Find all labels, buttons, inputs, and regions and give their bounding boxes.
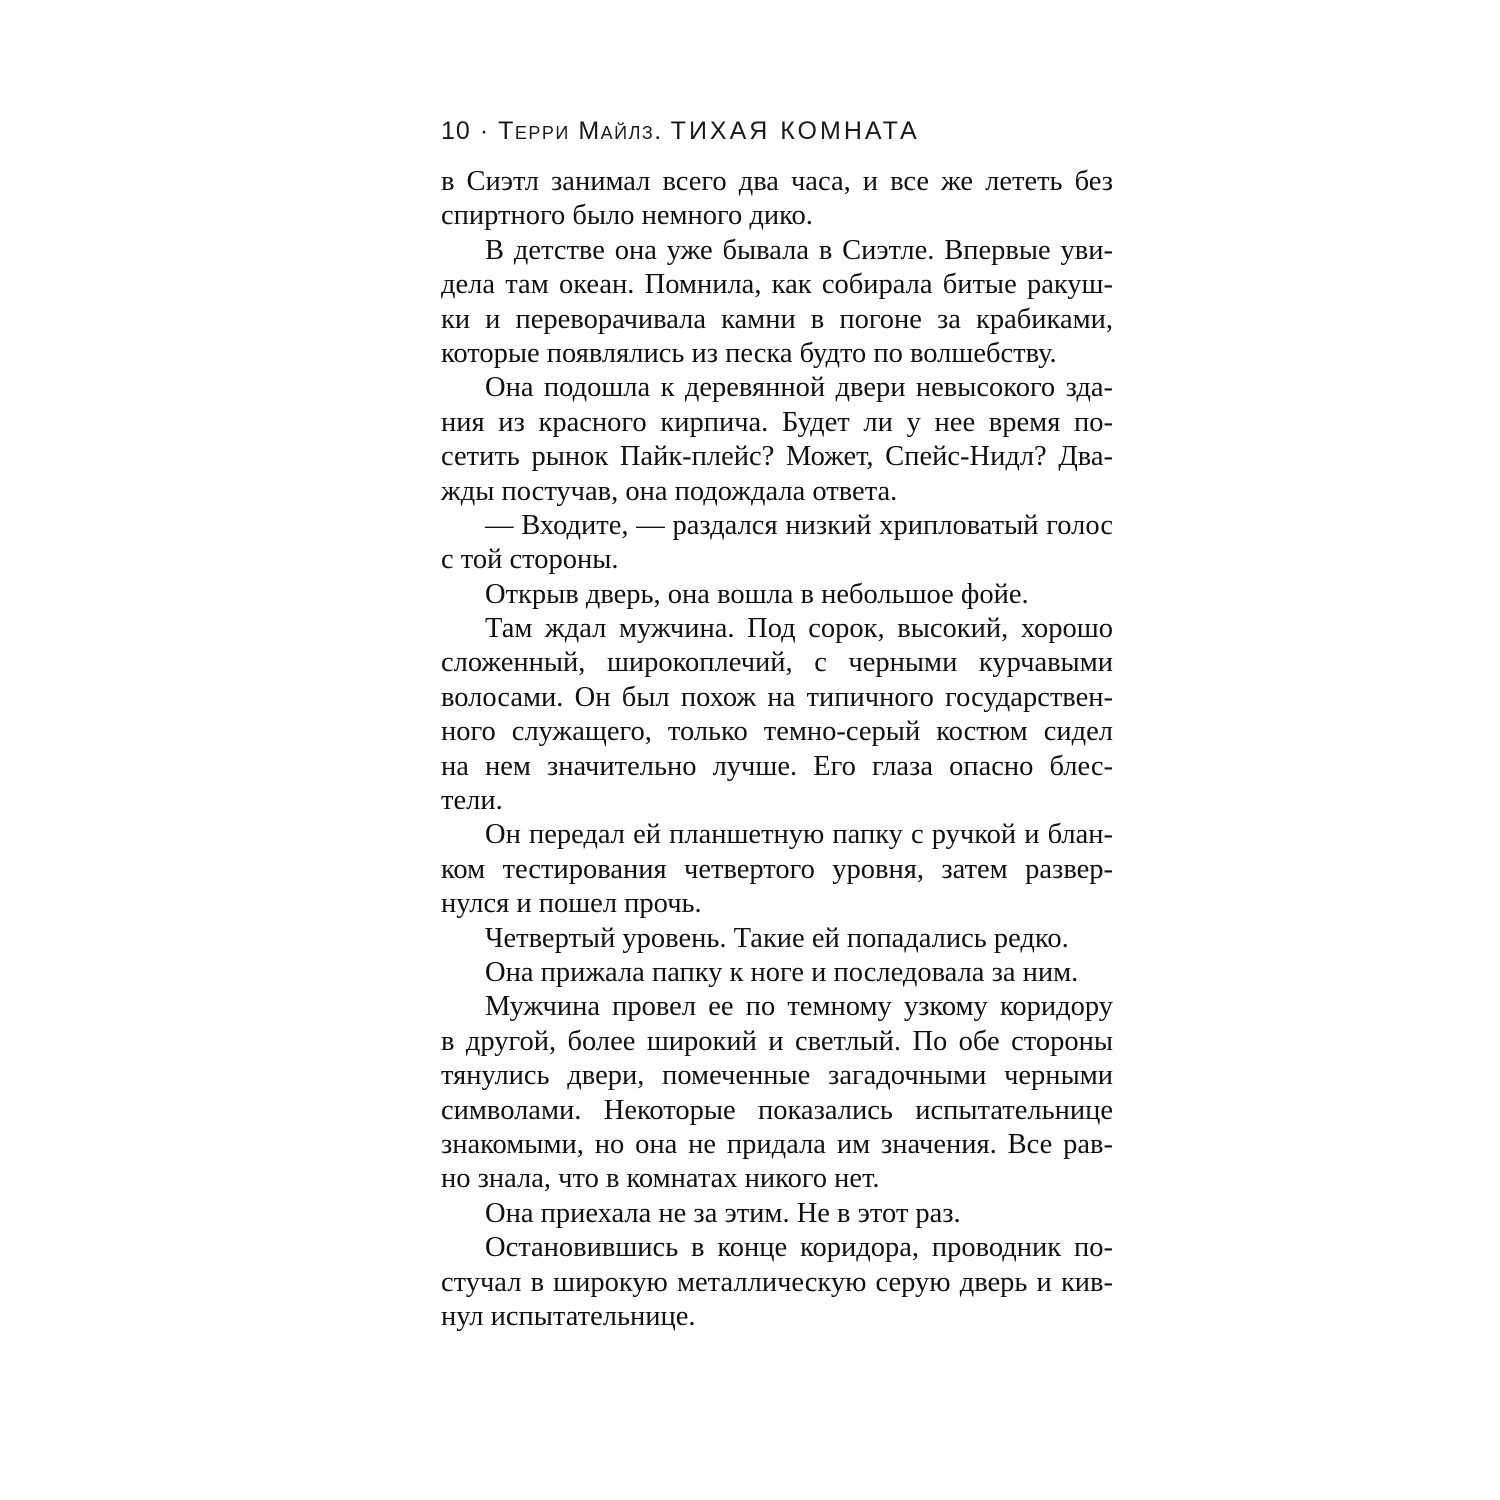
running-head: [441, 116, 920, 146]
body-text: [441, 165, 1113, 1334]
text-line: знакомыми, но она не придала им значения. Все рав-: [441, 1128, 1113, 1160]
text-line: Она подошла к деревянной двери невысокого зда-: [485, 372, 1113, 404]
book-title: ТИХАЯ КОМНАТА: [670, 117, 920, 145]
text-line: ния из красного кирпича. Будет ли у нее время по-: [441, 406, 1113, 438]
text-line: Четвертый уровень. Такие ей попадались редко.: [485, 922, 1069, 954]
text-line: но знала, что в комнатах никого нет.: [441, 1163, 880, 1195]
text-line: в Сиэтл занимал всего два часа, и все же лететь без: [441, 166, 1113, 197]
header-separator: ·: [479, 117, 490, 145]
text-line: Он передал ей планшетную папку с ручкой и блан-: [485, 819, 1113, 851]
author-name: Терри Майлз.: [498, 117, 663, 145]
text-line: ком тестирования четвертого уровня, затем развер-: [441, 853, 1113, 885]
text-line: волосами. Он был похож на типичного государствен-: [441, 681, 1113, 713]
text-line: Она приехала не за этим. Не в этот раз.: [485, 1197, 961, 1229]
text-line: Остановившись в конце коридора, проводник по-: [485, 1232, 1113, 1264]
text-line: тели.: [441, 785, 503, 817]
text-line: на нем значительно лучше. Его глаза опасно блес-: [441, 750, 1113, 782]
text-line: стучал в широкую металлическую серую дверь и кив-: [441, 1266, 1113, 1298]
text-line: дела там океан. Помнила, как собирала битые ракуш-: [441, 269, 1113, 301]
text-line: ки и переворачивала камни в погоне за крабиками,: [441, 303, 1113, 335]
text-line: Открыв дверь, она вошла в небольшое фойе.: [485, 578, 1029, 610]
text-line: нул испытательнице.: [441, 1300, 696, 1332]
text-line: с той стороны.: [441, 544, 619, 576]
text-line: — Входите, — раздался низкий хрипловатый голос: [485, 509, 1113, 541]
text-line: ного служащего, только темно-серый костюм сидел: [441, 716, 1113, 748]
text-line: которые появлялись из песка будто по волшебству.: [441, 337, 1057, 369]
text-line: символами. Некоторые показались испытательнице: [441, 1094, 1113, 1126]
text-line: сложенный, широкоплечий, с черными курчавыми: [441, 647, 1113, 679]
text-line: жды постучав, она подождала ответа.: [441, 475, 898, 507]
text-line: Мужчина провел ее по темному узкому коридору: [485, 991, 1113, 1023]
text-line: тянулись двери, помеченные загадочными черными: [441, 1060, 1113, 1092]
text-line: сетить рынок Пайк-плейс? Может, Спейс-Нидл? Два-: [441, 441, 1113, 473]
text-line: нулся и пошел прочь.: [441, 888, 702, 920]
text-line: В детстве она уже бывала в Сиэтле. Впервые уви-: [485, 234, 1113, 266]
text-line: спиртного было немного дико.: [441, 200, 813, 232]
page-number: 10: [441, 117, 471, 145]
text-line: в другой, более широкий и светлый. По обе стороны: [441, 1025, 1113, 1057]
text-line: Там ждал мужчина. Под сорок, высокий, хорошо: [485, 613, 1113, 645]
text-line: Она прижала папку к ноге и последовала за ним.: [485, 956, 1079, 988]
